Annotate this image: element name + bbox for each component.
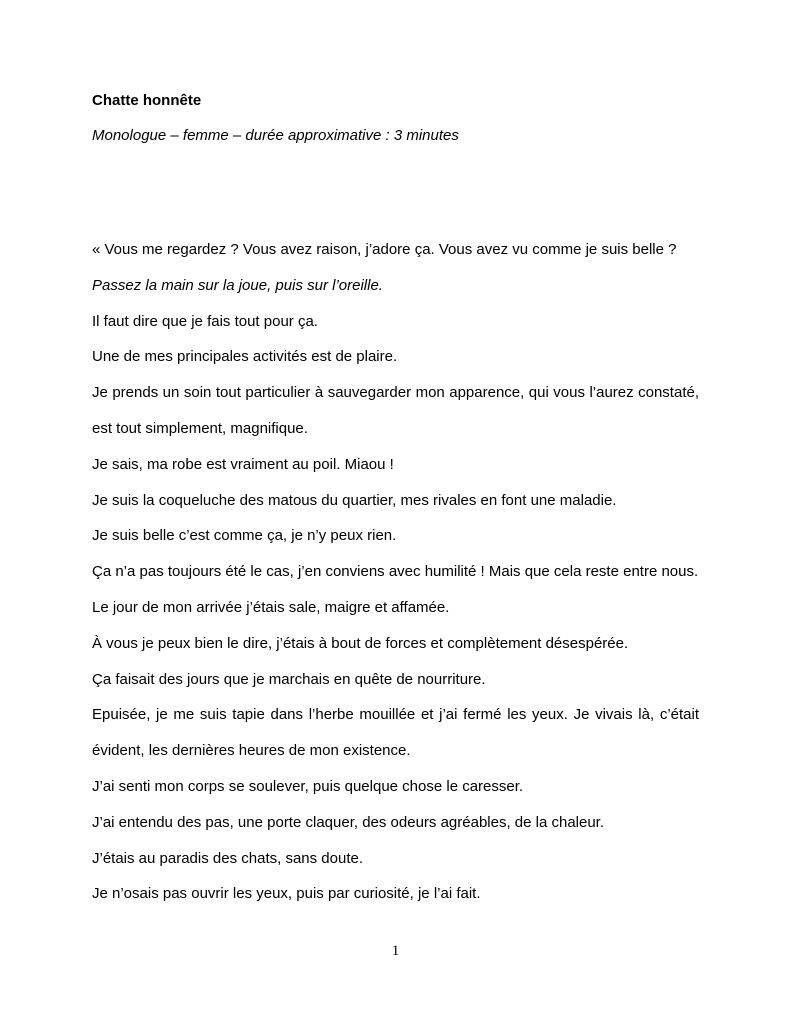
paragraph-12: Ça faisait des jours que je marchais en quête de nourriture. bbox=[92, 670, 486, 688]
paragraph-4: Une de mes principales activités est de plaire. bbox=[92, 348, 398, 366]
stage-direction: Passez la main sur la joue, puis sur l’oreille. bbox=[92, 276, 383, 294]
paragraph-9: Ça n’a pas toujours été le cas, j’en conviens avec humilité ! Mais que cela reste entre nous. bbox=[92, 563, 699, 581]
paragraph-17: Je n’osais pas ouvrir les yeux, puis par curiosité, je l’ai fait. bbox=[92, 885, 481, 903]
paragraph-16: J’étais au paradis des chats, sans doute. bbox=[92, 849, 363, 867]
monologue-text bbox=[92, 232, 699, 912]
paragraph-1: « Vous me regardez ? Vous avez raison, j’adore ça. Vous avez vu comme je suis belle ? bbox=[92, 241, 677, 258]
paragraph-10: Le jour de mon arrivée j’étais sale, maigre et affamée. bbox=[92, 598, 450, 616]
paragraph-8: Je suis belle c’est comme ça, je n’y peux rien. bbox=[92, 527, 397, 545]
document-subtitle: Monologue – femme – durée approximative : 3 minutes bbox=[92, 127, 459, 144]
paragraph-7: Je suis la coqueluche des matous du quartier, mes rivales en font une maladie. bbox=[92, 491, 617, 509]
paragraph-5: Je prends un soin tout particulier à sauvegarder mon apparence, qui vous l’aurez constaté, est tout simplement, magnifique. bbox=[92, 384, 699, 437]
paragraph-14: J’ai senti mon corps se soulever, puis quelque chose le caresser. bbox=[92, 777, 524, 795]
paragraph-13: Epuisée, je me suis tapie dans l’herbe mouillée et j’ai fermé les yeux. Je vivais là, c’était évident, les dernières heures de mon existence. bbox=[92, 706, 699, 760]
paragraph-15: J’ai entendu des pas, une porte claquer, des odeurs agréables, de la chaleur. bbox=[92, 813, 605, 831]
paragraph-3: Il faut dire que je fais tout pour ça. bbox=[92, 312, 318, 330]
document-title: Chatte honnête bbox=[92, 92, 202, 109]
page-number: 1 bbox=[391, 943, 400, 959]
paragraph-6: Je sais, ma robe est vraiment au poil. Miaou ! bbox=[92, 455, 394, 473]
paragraph-11: À vous je peux bien le dire, j’étais à bout de forces et complètement désespérée. bbox=[92, 634, 629, 652]
